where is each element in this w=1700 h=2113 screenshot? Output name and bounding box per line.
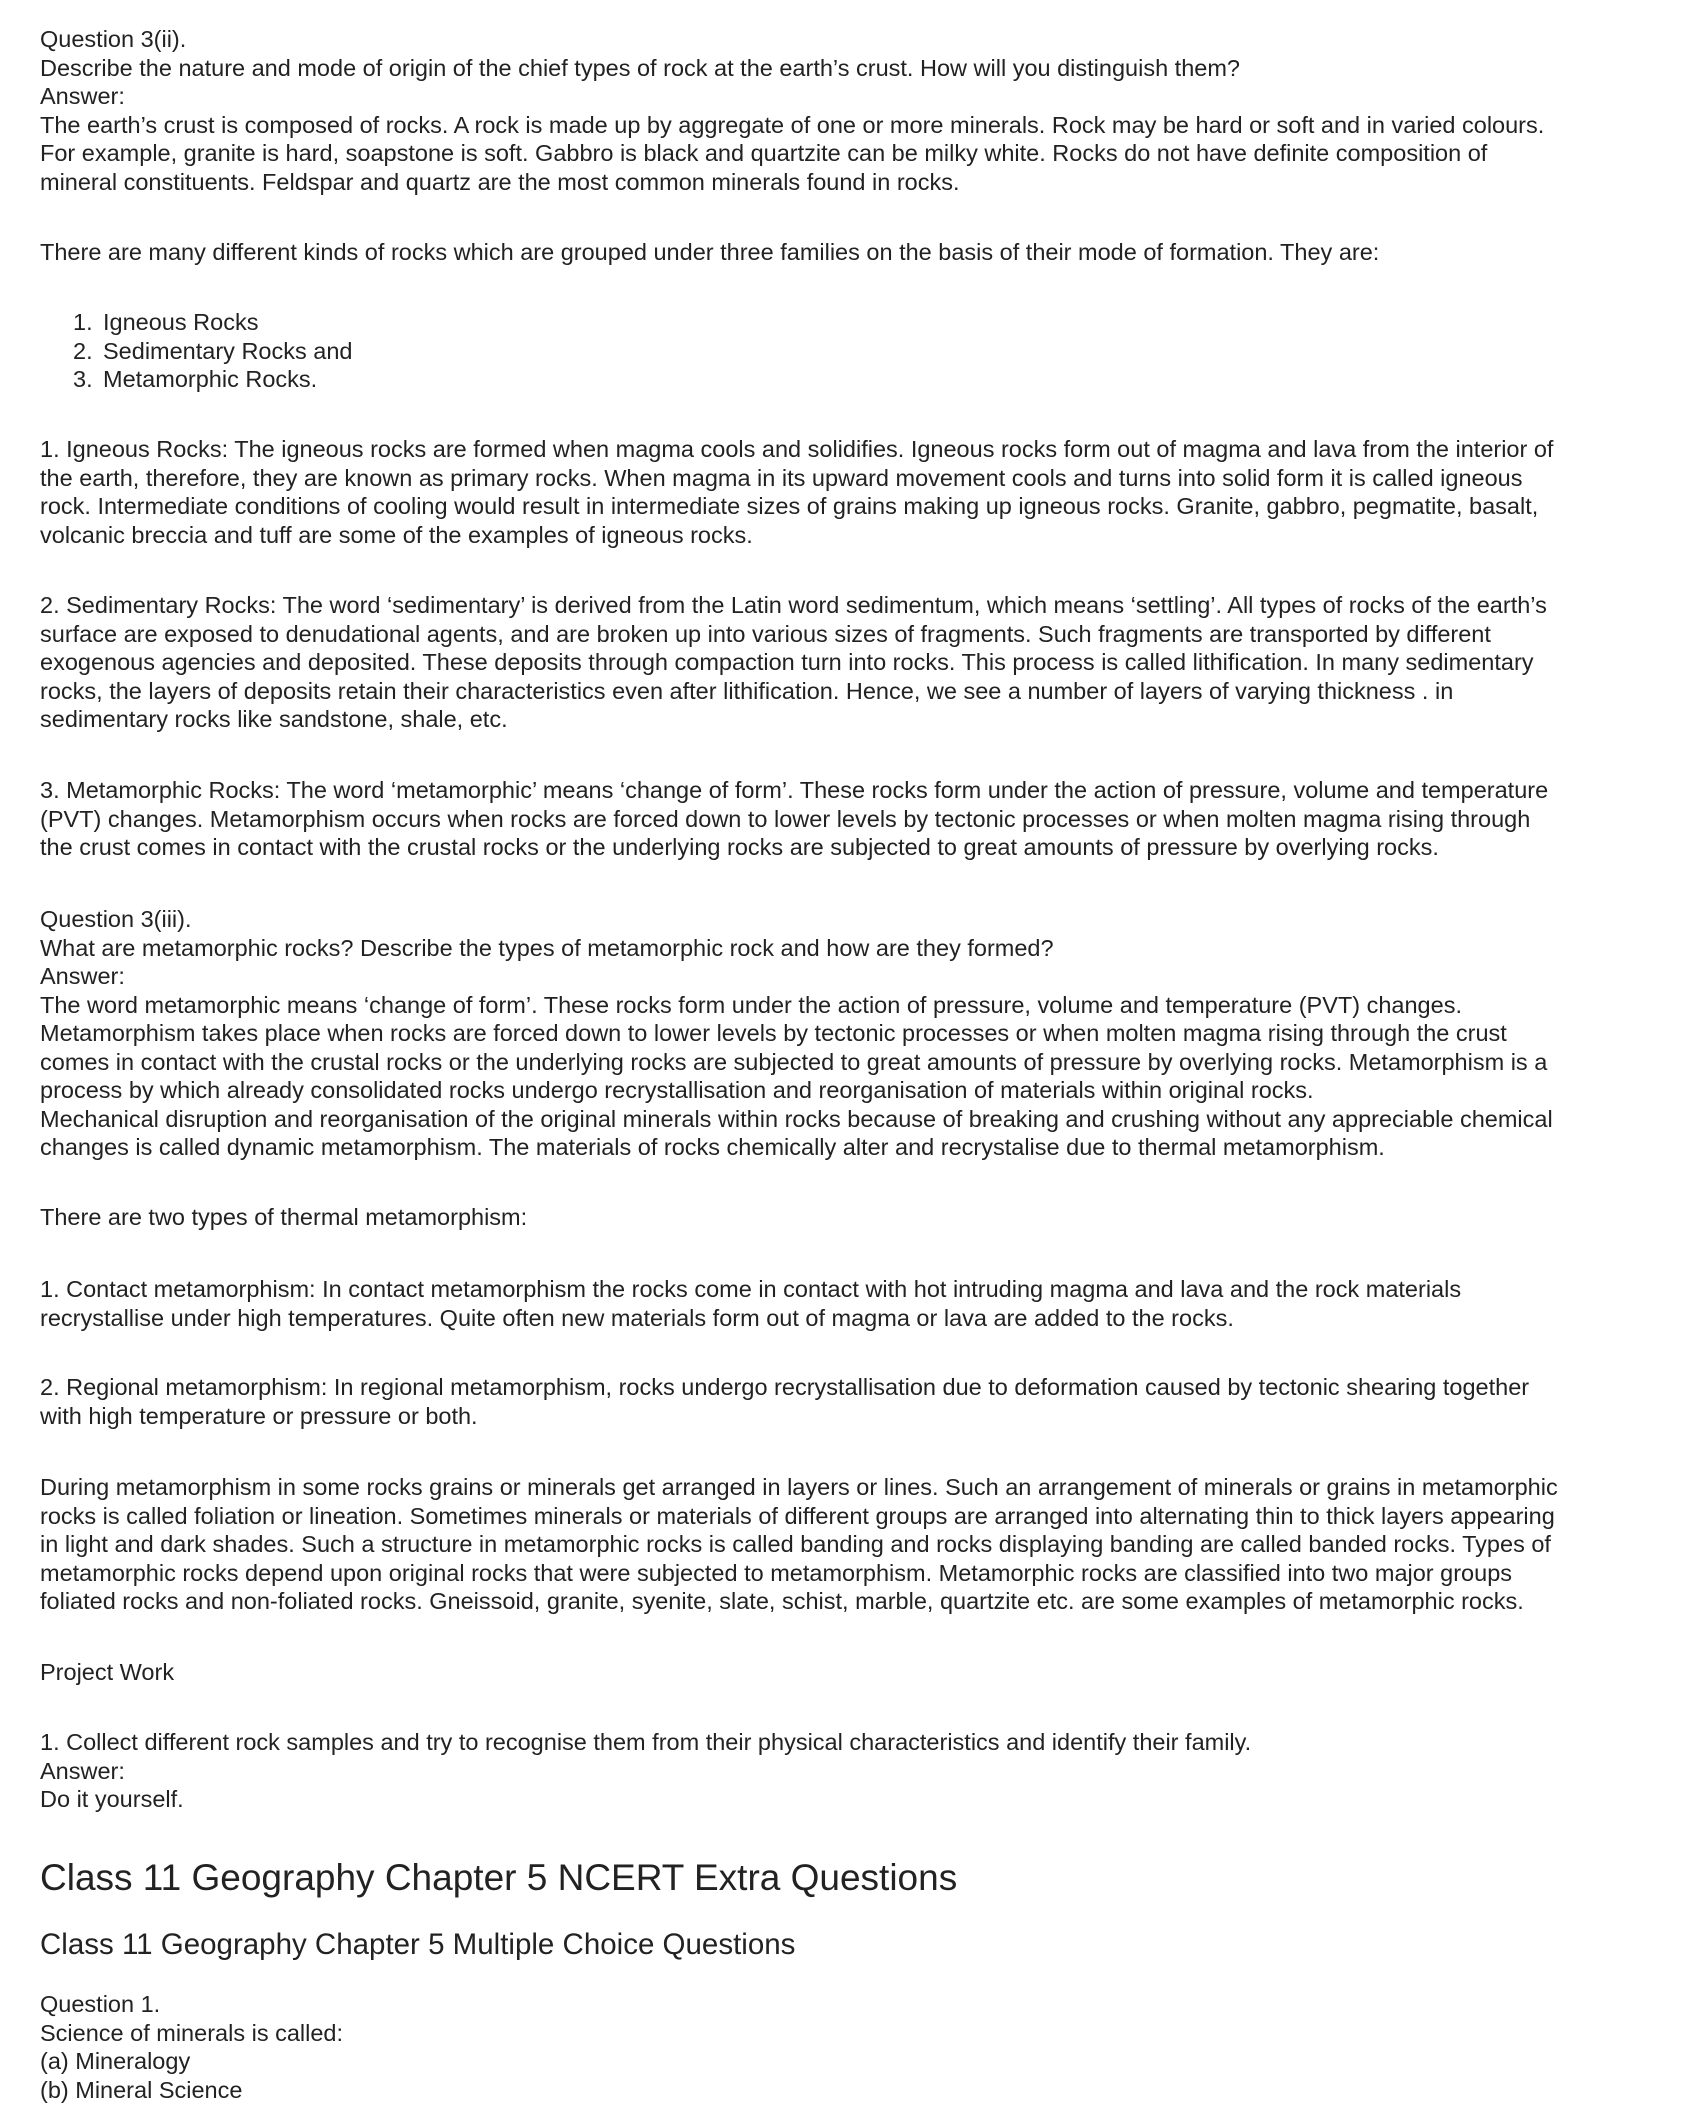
paragraph-line: surface are exposed to denudational agents, and are broken up into various sizes of fragments. Such fragments are transported by different [40, 620, 1491, 647]
option-b: (b) Mineral Science [40, 2076, 243, 2103]
mcq-subheading: Class 11 Geography Chapter 5 Multiple Choice Questions [40, 1928, 796, 1961]
project-work-question [40, 1728, 1680, 1814]
question-text: Describe the nature and mode of origin of the chief types of rock at the earth’s crust. How will you distinguish them? [40, 54, 1240, 81]
answer-line: mineral constituents. Feldspar and quartz are the most common minerals found in rocks. [40, 168, 960, 195]
question-text: 1. Collect different rock samples and try to recognise them from their physical characteristics and identify their family. [40, 1729, 1252, 1755]
answer-line: comes in contact with the crustal rocks or the underlying rocks are subjected to great amounts of pressure by overlying rocks. Metamorphism is a [40, 1048, 1548, 1075]
list-number: 1. [73, 309, 93, 335]
paragraph-line: (PVT) changes. Metamorphism occurs when rocks are forced down to lower levels by tectonic processes or when molten magma rising through [40, 805, 1531, 832]
list-item-text: Sedimentary Rocks and [103, 337, 353, 364]
paragraph-line: 1. Contact metamorphism: In contact metamorphism the rocks come in contact with hot intruding magma and lava and the rock materials [40, 1276, 1462, 1302]
question-3ii [40, 25, 1680, 196]
paragraph-line: rocks, the layers of deposits retain their characteristics even after lithification. Hence, we see a number of layers of varying thickness . in [40, 677, 1454, 704]
thermal-metamorphism-intro [40, 1203, 1680, 1232]
list-item [40, 365, 640, 394]
question-3iii [40, 905, 1680, 1162]
paragraph-line: the earth, therefore, they are known as primary rocks. When magma in its upward movement cools and turns into solid form it is called igneous [40, 464, 1523, 491]
paragraph-line: During metamorphism in some rocks grains or minerals get arranged in layers or lines. Such an arrangement of minerals or grains in metamorphic [40, 1474, 1558, 1500]
list-item-text: Metamorphic Rocks. [103, 366, 318, 392]
paragraph-line: There are two types of thermal metamorphism: [40, 1204, 528, 1230]
answer-label: Answer: [40, 83, 125, 109]
metamorphic-rocks-paragraph [40, 776, 1680, 862]
list-item [40, 308, 640, 337]
question-label: Question 3(ii). [40, 26, 187, 52]
option-a: (a) Mineralogy [40, 2048, 191, 2074]
families-intro [40, 238, 1680, 267]
list-item [40, 337, 640, 366]
rock-families-list [40, 308, 640, 394]
list-number: 2. [73, 337, 93, 364]
extra-questions-heading: Class 11 Geography Chapter 5 NCERT Extra Questions [40, 1857, 958, 1898]
paragraph-line: metamorphic rocks depend upon original rocks that were subjected to metamorphism. Metamorphic rocks are classified into two major groups [40, 1559, 1513, 1586]
answer-text: Do it yourself. [40, 1786, 184, 1812]
paragraph-line: rock. Intermediate conditions of cooling would result in intermediate sizes of grains making up igneous rocks. Granite, gabbro, pegmatite, basalt, [40, 493, 1539, 519]
sedimentary-rocks-paragraph [40, 591, 1680, 734]
answer-label: Answer: [40, 1757, 125, 1784]
paragraph-line: the crust comes in contact with the crustal rocks or the underlying rocks are subjected to great amounts of pressure by overlying rocks. [40, 834, 1439, 860]
answer-line: The earth’s crust is composed of rocks. A rock is made up by aggregate of one or more minerals. Rock may be hard or soft and in varied colours. [40, 111, 1545, 138]
answer-line: changes is called dynamic metamorphism. The materials of rocks chemically alter and recrystalise due to thermal metamorphism. [40, 1134, 1385, 1160]
mcq-question-1 [40, 1990, 1680, 2104]
paragraph-line: volcanic breccia and tuff are some of the examples of igneous rocks. [40, 521, 753, 548]
question-label: Question 3(iii). [40, 906, 192, 932]
question-text: Science of minerals is called: [40, 2019, 344, 2046]
list-number: 3. [73, 366, 93, 392]
question-label: Question 1. [40, 1991, 161, 2017]
paragraph-line: recrystallise under high temperatures. Quite often new materials form out of magma or lava are added to the rocks. [40, 1304, 1234, 1331]
igneous-rocks-paragraph [40, 435, 1680, 549]
answer-line: Mechanical disruption and reorganisation of the original minerals within rocks because of breaking and crushing without any appreciable chemical [40, 1105, 1553, 1132]
regional-metamorphism-paragraph [40, 1373, 1680, 1430]
paragraph-line: 2. Regional metamorphism: In regional metamorphism, rocks undergo recrystallisation due to deformation caused by tectonic shearing together [40, 1374, 1530, 1400]
project-work-title [40, 1658, 1680, 1687]
paragraph-line: 1. Igneous Rocks: The igneous rocks are formed when magma cools and solidifies. Igneous rocks form out of magma and lava from the interior of [40, 436, 1554, 462]
foliation-paragraph [40, 1473, 1680, 1616]
paragraph-line: in light and dark shades. Such a structure in metamorphic rocks is called banding and rocks displaying banding are called banded rocks. Types of [40, 1531, 1551, 1557]
section-title: Project Work [40, 1659, 175, 1685]
answer-label: Answer: [40, 963, 125, 989]
answer-line: process by which already consolidated rocks undergo recrystallisation and reorganisation of materials within original rocks. [40, 1077, 1314, 1103]
paragraph-line: sedimentary rocks like sandstone, shale, etc. [40, 706, 508, 732]
answer-line: Metamorphism takes place when rocks are forced down to lower levels by tectonic processes or when molten magma rising through the crust [40, 1020, 1507, 1046]
paragraph-line: foliated rocks and non-foliated rocks. Gneissoid, granite, syenite, slate, schist, marble, quartzite etc. are some examples of metamorphic rocks. [40, 1588, 1524, 1614]
answer-line: The word metamorphic means ‘change of form’. These rocks form under the action of pressure, volume and temperature (PVT) changes. [40, 991, 1462, 1018]
paragraph-line: exogenous agencies and deposited. These deposits through compaction turn into rocks. This process is called lithification. In many sedimentary [40, 649, 1534, 675]
paragraph-line: There are many different kinds of rocks which are grouped under three families on the basis of their mode of formation. They are: [40, 239, 1380, 265]
paragraph-line: 3. Metamorphic Rocks: The word ‘metamorphic’ means ‘change of form’. These rocks form under the action of pressure, volume and temperature [40, 777, 1549, 803]
list-item-text: Igneous Rocks [103, 309, 259, 335]
paragraph-line: with high temperature or pressure or both. [40, 1402, 478, 1429]
answer-line: For example, granite is hard, soapstone is soft. Gabbro is black and quartzite can be milky white. Rocks do not have definite composition of [40, 140, 1488, 166]
paragraph-line: 2. Sedimentary Rocks: The word ‘sedimentary’ is derived from the Latin word sedimentum, which means ‘settling’. All types of rocks of the earth’s [40, 592, 1547, 618]
question-text: What are metamorphic rocks? Describe the types of metamorphic rock and how are they formed? [40, 934, 1054, 961]
paragraph-line: rocks is called foliation or lineation. Sometimes minerals or materials of different groups are arranged into alternating thin to thick layers appearing [40, 1502, 1555, 1529]
contact-metamorphism-paragraph [40, 1275, 1680, 1332]
